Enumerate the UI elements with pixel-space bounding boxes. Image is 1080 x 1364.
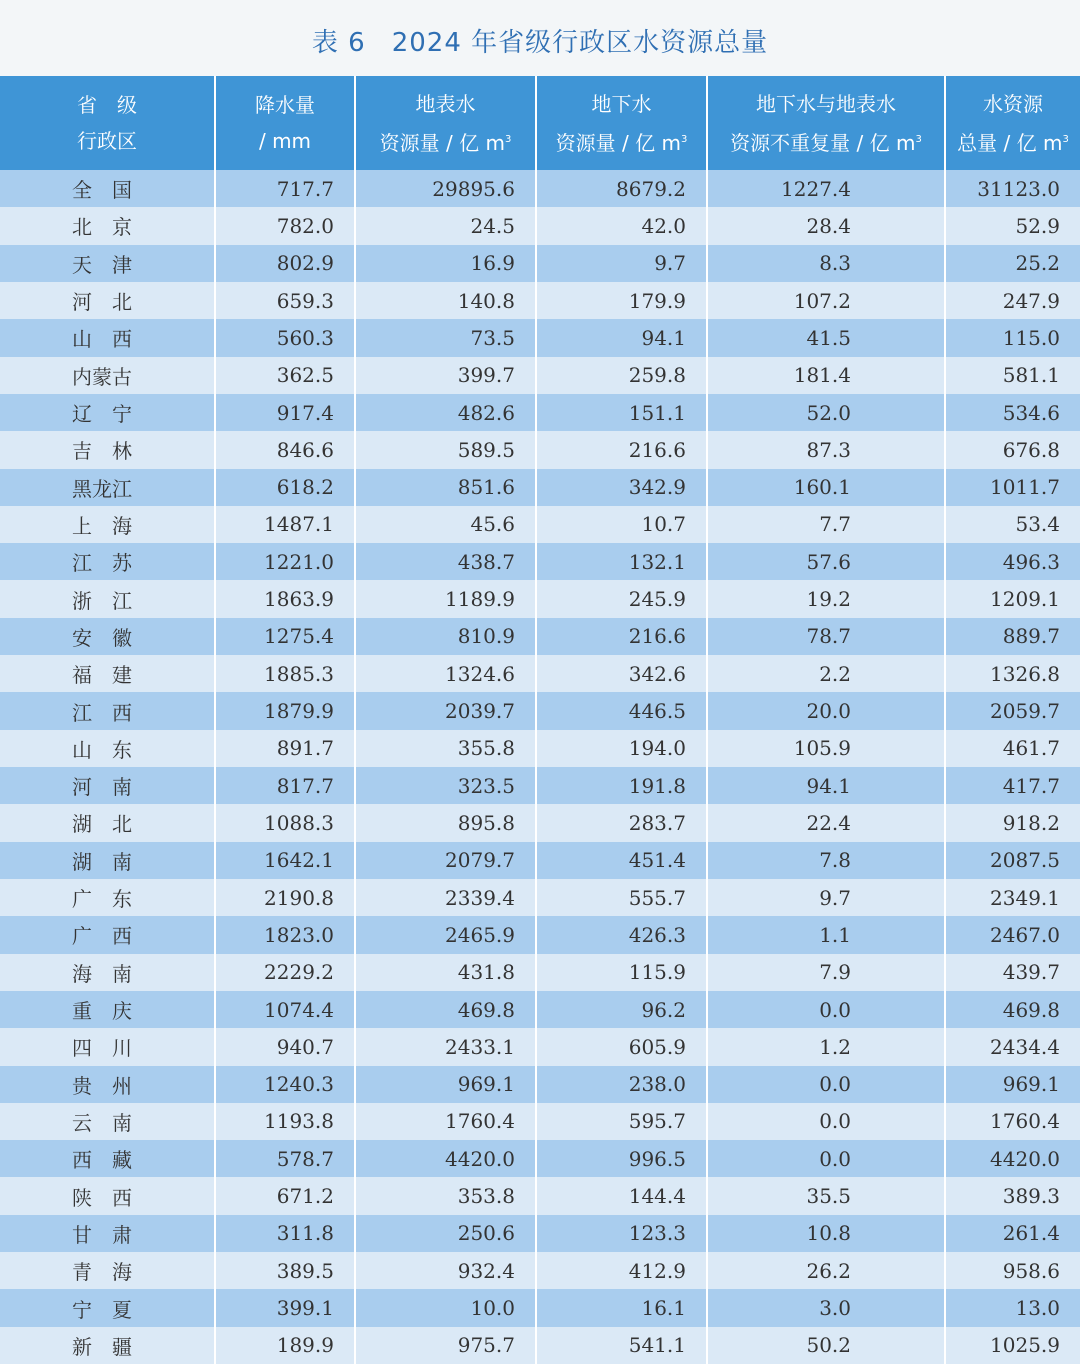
cell-province: 河 北 bbox=[0, 282, 215, 319]
cell-province: 山 东 bbox=[0, 730, 215, 767]
cell-surface-water: 250.6 bbox=[355, 1215, 536, 1252]
header-groundwater-line2-wrap bbox=[537, 122, 706, 161]
cell-precipitation: 560.3 bbox=[215, 319, 355, 356]
cell-total-water: 439.7 bbox=[945, 954, 1080, 991]
table-row bbox=[0, 655, 1080, 692]
cell-precipitation: 2229.2 bbox=[215, 954, 355, 991]
cell-precipitation: 671.2 bbox=[215, 1177, 355, 1214]
cell-groundwater: 132.1 bbox=[536, 543, 707, 580]
cell-precipitation: 802.9 bbox=[215, 245, 355, 282]
cell-groundwater: 151.1 bbox=[536, 394, 707, 431]
cell-surface-water: 895.8 bbox=[355, 804, 536, 841]
cell-total-water: 115.0 bbox=[945, 319, 1080, 356]
cell-precipitation: 1193.8 bbox=[215, 1103, 355, 1140]
cell-groundwater: 96.2 bbox=[536, 991, 707, 1028]
cell-groundwater: 216.6 bbox=[536, 431, 707, 468]
header-precipitation bbox=[215, 76, 355, 170]
cell-non-duplicated: 8.3 bbox=[707, 245, 945, 282]
cell-non-duplicated: 26.2 bbox=[707, 1252, 945, 1289]
cell-precipitation: 1487.1 bbox=[215, 506, 355, 543]
cell-groundwater: 996.5 bbox=[536, 1140, 707, 1177]
cell-precipitation: 1074.4 bbox=[215, 991, 355, 1028]
cell-groundwater: 10.7 bbox=[536, 506, 707, 543]
cell-precipitation: 1221.0 bbox=[215, 543, 355, 580]
header-province bbox=[0, 76, 215, 170]
cell-total-water: 534.6 bbox=[945, 394, 1080, 431]
cell-precipitation: 389.5 bbox=[215, 1252, 355, 1289]
table-body bbox=[0, 170, 1080, 1364]
cell-groundwater: 9.7 bbox=[536, 245, 707, 282]
cell-surface-water: 2039.7 bbox=[355, 692, 536, 729]
cell-groundwater: 144.4 bbox=[536, 1177, 707, 1214]
cell-total-water: 461.7 bbox=[945, 730, 1080, 767]
cell-precipitation: 782.0 bbox=[215, 207, 355, 244]
header-total-water bbox=[945, 76, 1080, 170]
cell-surface-water: 589.5 bbox=[355, 431, 536, 468]
cell-total-water: 247.9 bbox=[945, 282, 1080, 319]
cell-province: 甘 肃 bbox=[0, 1215, 215, 1252]
cell-surface-water: 353.8 bbox=[355, 1177, 536, 1214]
cell-precipitation: 578.7 bbox=[215, 1140, 355, 1177]
cell-surface-water: 810.9 bbox=[355, 618, 536, 655]
table-row bbox=[0, 879, 1080, 916]
cell-non-duplicated: 28.4 bbox=[707, 207, 945, 244]
cell-surface-water: 1189.9 bbox=[355, 580, 536, 617]
cell-non-duplicated: 181.4 bbox=[707, 357, 945, 394]
cell-surface-water: 1324.6 bbox=[355, 655, 536, 692]
cell-precipitation: 1885.3 bbox=[215, 655, 355, 692]
cell-groundwater: 245.9 bbox=[536, 580, 707, 617]
cell-groundwater: 426.3 bbox=[536, 916, 707, 953]
cell-non-duplicated: 105.9 bbox=[707, 730, 945, 767]
header-non-duplicated-line2-wrap bbox=[708, 122, 944, 161]
cell-province: 贵 州 bbox=[0, 1066, 215, 1103]
cell-province: 河 南 bbox=[0, 767, 215, 804]
table-row bbox=[0, 357, 1080, 394]
cell-total-water: 1011.7 bbox=[945, 469, 1080, 506]
table-row bbox=[0, 767, 1080, 804]
cell-surface-water: 2433.1 bbox=[355, 1028, 536, 1065]
cell-non-duplicated: 0.0 bbox=[707, 1140, 945, 1177]
cell-total-water: 469.8 bbox=[945, 991, 1080, 1028]
cell-province: 西 藏 bbox=[0, 1140, 215, 1177]
header-total-water-line1: 水资源 bbox=[983, 91, 1043, 116]
cell-precipitation: 618.2 bbox=[215, 469, 355, 506]
cell-total-water: 13.0 bbox=[945, 1289, 1080, 1326]
cell-groundwater: 191.8 bbox=[536, 767, 707, 804]
cell-groundwater: 216.6 bbox=[536, 618, 707, 655]
cell-province: 新 疆 bbox=[0, 1327, 215, 1364]
table-row bbox=[0, 319, 1080, 356]
table-row bbox=[0, 1140, 1080, 1177]
cell-province: 浙 江 bbox=[0, 580, 215, 617]
cell-non-duplicated: 78.7 bbox=[707, 618, 945, 655]
cell-non-duplicated: 19.2 bbox=[707, 580, 945, 617]
cell-groundwater: 605.9 bbox=[536, 1028, 707, 1065]
cell-groundwater: 446.5 bbox=[536, 692, 707, 729]
table-row bbox=[0, 1177, 1080, 1214]
cell-surface-water: 851.6 bbox=[355, 469, 536, 506]
cell-province: 福 建 bbox=[0, 655, 215, 692]
cell-non-duplicated: 22.4 bbox=[707, 804, 945, 841]
cell-non-duplicated: 41.5 bbox=[707, 319, 945, 356]
table-row bbox=[0, 692, 1080, 729]
cell-province: 黑龙江 bbox=[0, 469, 215, 506]
header-groundwater-sup: 3 bbox=[680, 133, 688, 145]
cell-groundwater: 555.7 bbox=[536, 879, 707, 916]
cell-total-water: 918.2 bbox=[945, 804, 1080, 841]
cell-groundwater: 194.0 bbox=[536, 730, 707, 767]
cell-non-duplicated: 2.2 bbox=[707, 655, 945, 692]
cell-total-water: 1209.1 bbox=[945, 580, 1080, 617]
header-non-duplicated bbox=[707, 76, 945, 170]
cell-non-duplicated: 7.9 bbox=[707, 954, 945, 991]
cell-total-water: 2059.7 bbox=[945, 692, 1080, 729]
cell-precipitation: 1879.9 bbox=[215, 692, 355, 729]
cell-province: 全 国 bbox=[0, 170, 215, 207]
cell-province: 吉 林 bbox=[0, 431, 215, 468]
cell-province: 内蒙古 bbox=[0, 357, 215, 394]
cell-precipitation: 311.8 bbox=[215, 1215, 355, 1252]
cell-province: 湖 北 bbox=[0, 804, 215, 841]
cell-non-duplicated: 9.7 bbox=[707, 879, 945, 916]
cell-groundwater: 541.1 bbox=[536, 1327, 707, 1364]
table-title bbox=[0, 0, 1080, 76]
header-surface-water-line1: 地表水 bbox=[415, 91, 476, 116]
cell-province: 天 津 bbox=[0, 245, 215, 282]
cell-total-water: 2349.1 bbox=[945, 879, 1080, 916]
table-row bbox=[0, 580, 1080, 617]
header-groundwater bbox=[536, 76, 707, 170]
cell-precipitation: 817.7 bbox=[215, 767, 355, 804]
table-row bbox=[0, 1215, 1080, 1252]
header-total-water-line2: 总量 / 亿 m bbox=[957, 130, 1063, 155]
cell-precipitation: 891.7 bbox=[215, 730, 355, 767]
cell-groundwater: 238.0 bbox=[536, 1066, 707, 1103]
cell-surface-water: 16.9 bbox=[355, 245, 536, 282]
cell-precipitation: 917.4 bbox=[215, 394, 355, 431]
cell-total-water: 4420.0 bbox=[945, 1140, 1080, 1177]
cell-province: 广 东 bbox=[0, 879, 215, 916]
cell-total-water: 52.9 bbox=[945, 207, 1080, 244]
cell-total-water: 2434.4 bbox=[945, 1028, 1080, 1065]
cell-surface-water: 431.8 bbox=[355, 954, 536, 991]
cell-groundwater: 123.3 bbox=[536, 1215, 707, 1252]
cell-total-water: 2087.5 bbox=[945, 842, 1080, 879]
cell-non-duplicated: 35.5 bbox=[707, 1177, 945, 1214]
table-row bbox=[0, 1028, 1080, 1065]
cell-groundwater: 412.9 bbox=[536, 1252, 707, 1289]
cell-surface-water: 2339.4 bbox=[355, 879, 536, 916]
header-precipitation-line1: 降水量 bbox=[255, 93, 315, 117]
cell-precipitation: 1823.0 bbox=[215, 916, 355, 953]
cell-groundwater: 451.4 bbox=[536, 842, 707, 879]
cell-non-duplicated: 57.6 bbox=[707, 543, 945, 580]
cell-total-water: 417.7 bbox=[945, 767, 1080, 804]
cell-non-duplicated: 0.0 bbox=[707, 991, 945, 1028]
cell-non-duplicated: 3.0 bbox=[707, 1289, 945, 1326]
cell-groundwater: 283.7 bbox=[536, 804, 707, 841]
cell-province: 山 西 bbox=[0, 319, 215, 356]
cell-precipitation: 1088.3 bbox=[215, 804, 355, 841]
cell-surface-water: 2079.7 bbox=[355, 842, 536, 879]
cell-surface-water: 969.1 bbox=[355, 1066, 536, 1103]
cell-surface-water: 1760.4 bbox=[355, 1103, 536, 1140]
header-surface-water bbox=[355, 76, 536, 170]
table-row bbox=[0, 618, 1080, 655]
header-row bbox=[0, 76, 1080, 170]
cell-surface-water: 24.5 bbox=[355, 207, 536, 244]
cell-surface-water: 4420.0 bbox=[355, 1140, 536, 1177]
table-row bbox=[0, 543, 1080, 580]
cell-non-duplicated: 94.1 bbox=[707, 767, 945, 804]
cell-non-duplicated: 1.1 bbox=[707, 916, 945, 953]
table-row bbox=[0, 506, 1080, 543]
table-row bbox=[0, 954, 1080, 991]
cell-total-water: 53.4 bbox=[945, 506, 1080, 543]
table-row bbox=[0, 916, 1080, 953]
cell-province: 陕 西 bbox=[0, 1177, 215, 1214]
cell-surface-water: 355.8 bbox=[355, 730, 536, 767]
cell-surface-water: 482.6 bbox=[355, 394, 536, 431]
cell-precipitation: 1275.4 bbox=[215, 618, 355, 655]
cell-non-duplicated: 7.7 bbox=[707, 506, 945, 543]
cell-groundwater: 342.6 bbox=[536, 655, 707, 692]
cell-total-water: 889.7 bbox=[945, 618, 1080, 655]
cell-groundwater: 8679.2 bbox=[536, 170, 707, 207]
cell-surface-water: 73.5 bbox=[355, 319, 536, 356]
cell-province: 辽 宁 bbox=[0, 394, 215, 431]
cell-precipitation: 846.6 bbox=[215, 431, 355, 468]
cell-total-water: 581.1 bbox=[945, 357, 1080, 394]
table-row bbox=[0, 394, 1080, 431]
cell-non-duplicated: 0.0 bbox=[707, 1066, 945, 1103]
cell-surface-water: 10.0 bbox=[355, 1289, 536, 1326]
cell-province: 湖 南 bbox=[0, 842, 215, 879]
header-total-water-sup: 3 bbox=[1062, 133, 1069, 145]
cell-non-duplicated: 1.2 bbox=[707, 1028, 945, 1065]
header-province-line1: 省 级 bbox=[77, 93, 137, 117]
cell-surface-water: 975.7 bbox=[355, 1327, 536, 1364]
cell-surface-water: 45.6 bbox=[355, 506, 536, 543]
cell-groundwater: 16.1 bbox=[536, 1289, 707, 1326]
table-row bbox=[0, 991, 1080, 1028]
cell-total-water: 676.8 bbox=[945, 431, 1080, 468]
cell-precipitation: 1642.1 bbox=[215, 842, 355, 879]
cell-total-water: 25.2 bbox=[945, 245, 1080, 282]
cell-province: 重 庆 bbox=[0, 991, 215, 1028]
cell-province: 云 南 bbox=[0, 1103, 215, 1140]
table-caption: 2024 年省级行政区水资源总量 bbox=[391, 28, 769, 58]
cell-surface-water: 323.5 bbox=[355, 767, 536, 804]
cell-non-duplicated: 107.2 bbox=[707, 282, 945, 319]
table-row bbox=[0, 804, 1080, 841]
header-non-duplicated-line1: 地下水与地表水 bbox=[756, 91, 896, 116]
cell-surface-water: 399.7 bbox=[355, 357, 536, 394]
cell-province: 江 西 bbox=[0, 692, 215, 729]
cell-precipitation: 659.3 bbox=[215, 282, 355, 319]
cell-non-duplicated: 7.8 bbox=[707, 842, 945, 879]
header-total-water-line2-wrap bbox=[946, 122, 1080, 161]
cell-total-water: 1025.9 bbox=[945, 1327, 1080, 1364]
table-row bbox=[0, 1252, 1080, 1289]
cell-total-water: 958.6 bbox=[945, 1252, 1080, 1289]
cell-total-water: 496.3 bbox=[945, 543, 1080, 580]
cell-precipitation: 2190.8 bbox=[215, 879, 355, 916]
cell-province: 上 海 bbox=[0, 506, 215, 543]
table-row bbox=[0, 282, 1080, 319]
header-province-line2: 行政区 bbox=[77, 129, 137, 153]
water-resources-table bbox=[0, 76, 1080, 1364]
header-groundwater-line1: 地下水 bbox=[591, 91, 652, 116]
cell-precipitation: 399.1 bbox=[215, 1289, 355, 1326]
cell-non-duplicated: 0.0 bbox=[707, 1103, 945, 1140]
header-groundwater-line2: 资源量 / 亿 m bbox=[555, 130, 681, 155]
cell-groundwater: 94.1 bbox=[536, 319, 707, 356]
cell-non-duplicated: 160.1 bbox=[707, 469, 945, 506]
cell-province: 四 川 bbox=[0, 1028, 215, 1065]
table-row bbox=[0, 245, 1080, 282]
cell-province: 安 徽 bbox=[0, 618, 215, 655]
cell-non-duplicated: 52.0 bbox=[707, 394, 945, 431]
cell-total-water: 1326.8 bbox=[945, 655, 1080, 692]
cell-groundwater: 595.7 bbox=[536, 1103, 707, 1140]
header-non-duplicated-line2: 资源不重复量 / 亿 m bbox=[730, 130, 916, 155]
cell-surface-water: 29895.6 bbox=[355, 170, 536, 207]
cell-surface-water: 932.4 bbox=[355, 1252, 536, 1289]
cell-non-duplicated: 1227.4 bbox=[707, 170, 945, 207]
cell-precipitation: 362.5 bbox=[215, 357, 355, 394]
cell-total-water: 31123.0 bbox=[945, 170, 1080, 207]
cell-precipitation: 940.7 bbox=[215, 1028, 355, 1065]
cell-precipitation: 717.7 bbox=[215, 170, 355, 207]
cell-province: 江 苏 bbox=[0, 543, 215, 580]
cell-total-water: 261.4 bbox=[945, 1215, 1080, 1252]
table-row bbox=[0, 1327, 1080, 1364]
table-row bbox=[0, 842, 1080, 879]
cell-precipitation: 1240.3 bbox=[215, 1066, 355, 1103]
cell-province: 宁 夏 bbox=[0, 1289, 215, 1326]
cell-province: 海 南 bbox=[0, 954, 215, 991]
table-row bbox=[0, 730, 1080, 767]
table-header bbox=[0, 76, 1080, 170]
table-row bbox=[0, 1103, 1080, 1140]
cell-surface-water: 140.8 bbox=[355, 282, 536, 319]
cell-province: 北 京 bbox=[0, 207, 215, 244]
table-row bbox=[0, 431, 1080, 468]
cell-groundwater: 259.8 bbox=[536, 357, 707, 394]
cell-groundwater: 42.0 bbox=[536, 207, 707, 244]
cell-precipitation: 1863.9 bbox=[215, 580, 355, 617]
table-row bbox=[0, 170, 1080, 207]
cell-province: 青 海 bbox=[0, 1252, 215, 1289]
header-non-duplicated-sup: 3 bbox=[915, 133, 922, 145]
cell-total-water: 2467.0 bbox=[945, 916, 1080, 953]
cell-total-water: 1760.4 bbox=[945, 1103, 1080, 1140]
table-row bbox=[0, 469, 1080, 506]
cell-non-duplicated: 10.8 bbox=[707, 1215, 945, 1252]
cell-precipitation: 189.9 bbox=[215, 1327, 355, 1364]
header-surface-water-line2: 资源量 / 亿 m bbox=[379, 130, 505, 155]
table-row bbox=[0, 207, 1080, 244]
cell-surface-water: 469.8 bbox=[355, 991, 536, 1028]
cell-surface-water: 438.7 bbox=[355, 543, 536, 580]
cell-groundwater: 342.9 bbox=[536, 469, 707, 506]
header-surface-water-sup: 3 bbox=[504, 133, 512, 145]
table-number: 表 6 bbox=[311, 28, 366, 58]
cell-total-water: 389.3 bbox=[945, 1177, 1080, 1214]
table-row bbox=[0, 1289, 1080, 1326]
cell-non-duplicated: 50.2 bbox=[707, 1327, 945, 1364]
cell-province: 广 西 bbox=[0, 916, 215, 953]
cell-groundwater: 179.9 bbox=[536, 282, 707, 319]
table-row bbox=[0, 1066, 1080, 1103]
cell-non-duplicated: 20.0 bbox=[707, 692, 945, 729]
cell-non-duplicated: 87.3 bbox=[707, 431, 945, 468]
header-surface-water-line2-wrap bbox=[356, 122, 535, 161]
cell-total-water: 969.1 bbox=[945, 1066, 1080, 1103]
header-precipitation-line2: / mm bbox=[258, 129, 312, 153]
cell-groundwater: 115.9 bbox=[536, 954, 707, 991]
cell-surface-water: 2465.9 bbox=[355, 916, 536, 953]
